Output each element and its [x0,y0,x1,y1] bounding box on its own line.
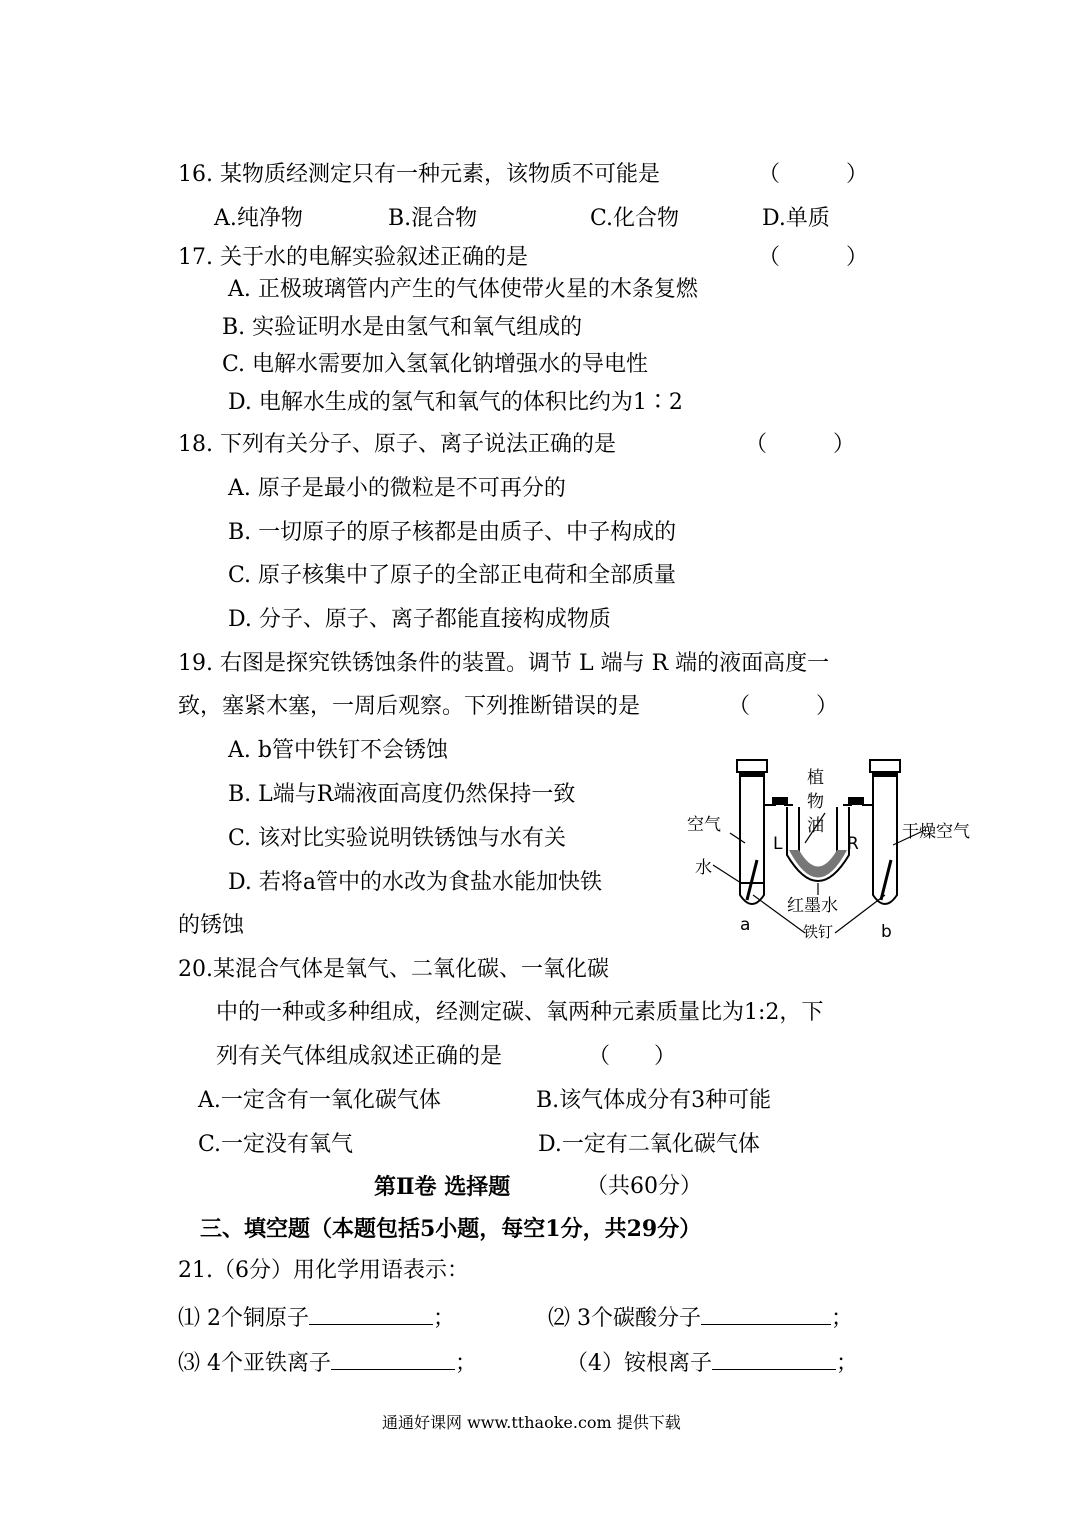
label-tube-a: a [740,915,751,935]
q17-answer-paren: （ ） [758,245,869,270]
q18-stem: 18. 下列有关分子、原子、离子说法正确的是 [178,432,616,457]
label-L: L [773,834,783,854]
q21-blank-3[interactable] [331,1345,455,1370]
label-iron-nail: 铁钉 [803,923,834,941]
label-plant-oil-2: 物 [807,792,824,812]
q17-option-d: D. 电解水生成的氢气和氧气的体积比约为1∶2 [228,390,683,415]
q19-stem-line1: 19. 右图是探究铁锈蚀条件的装置。调节 L 端与 R 端的液面高度一 [178,651,830,676]
q21-item-3: ⑶ 4个亚铁离子 ； [178,1345,477,1379]
label-R: R [847,834,859,854]
label-dry-air: 干燥空气 [902,822,970,842]
q20-line2: 中的一种或多种组成，经测定碳、氧两种元素质量比为1:2，下 [216,1000,824,1025]
q19-option-d-continued: 的锈蚀 [178,913,245,938]
q16-option-d: D.单质 [762,206,830,231]
q17-option-b: B. 实验证明水是由氢气和氧气组成的 [222,315,583,340]
label-tube-b: b [881,922,892,942]
q20-line1: 20.某混合气体是氧气、二氧化碳、一氧化碳 [178,957,609,982]
q20-line3: 列有关气体组成叙述正确的是 [216,1044,503,1069]
page-footer: 通通好课网 www.tthaoke.com 提供下载 [382,1413,681,1432]
q18-answer-paren: （ ） [745,432,856,457]
q17-option-a: A. 正极玻璃管内产生的气体使带火星的木条复燃 [228,277,698,302]
q17-option-c: C. 电解水需要加入氢氧化钠增强水的导电性 [222,352,649,377]
q18-option-b: B. 一切原子的原子核都是由质子、中子构成的 [228,520,677,545]
q16-stem: 16. 某物质经测定只有一种元素，该物质不可能是 [178,162,660,187]
q21-blank-2[interactable] [701,1300,831,1325]
q19-option-c: C. 该对比实验说明铁锈蚀与水有关 [228,826,567,851]
q16-option-c: C.化合物 [590,206,680,231]
iron-rust-apparatus-figure [685,755,985,945]
label-water: 水 [695,858,712,878]
q21-blank-1[interactable] [309,1300,433,1325]
q19-stem-line2: 致，塞紧木塞，一周后观察。下列推断错误的是 [178,694,641,719]
q19-option-a: A. b管中铁钉不会锈蚀 [228,738,448,763]
q21-item-1: ⑴ 2个铜原子 ； [178,1300,455,1334]
q19-option-b: B. L端与R端液面高度仍然保持一致 [228,782,576,807]
q21-item-4: （4）铵根离子 ； [566,1345,858,1379]
label-air: 空气 [687,815,721,835]
q20-option-d: D.一定有二氧化碳气体 [538,1132,760,1157]
q20-option-c: C.一定没有氧气 [198,1132,354,1157]
section-title: 第Ⅱ卷 选择题 [374,1174,511,1200]
q16-option-b: B.混合物 [388,206,478,231]
part3-heading: 三、填空题（本题包括5小题，每空1分，共29分） [200,1216,702,1242]
label-red-ink: 红墨水 [787,896,838,916]
label-plant-oil-1: 植 [807,768,824,788]
q21-item-2: ⑵ 3个碳酸分子 ； [548,1300,853,1334]
q20-option-b: B.该气体成分有3种可能 [536,1088,772,1113]
label-plant-oil-3: 油 [807,816,824,836]
q19-answer-paren: （ ） [728,694,839,719]
q17-stem: 17. 关于水的电解实验叙述正确的是 [178,245,528,270]
q19-option-d: D. 若将a管中的水改为食盐水能加快铁 [228,870,602,895]
q16-option-a: A.纯净物 [214,206,303,231]
q20-answer-paren: （ ） [588,1044,677,1069]
q18-option-d: D. 分子、原子、离子都能直接构成物质 [228,607,611,632]
q21-stem: 21.（6分）用化学用语表示： [178,1258,469,1283]
q18-option-c: C. 原子核集中了原子的全部正电荷和全部质量 [228,563,677,588]
q20-option-a: A.一定含有一氧化碳气体 [198,1088,441,1113]
section-score: （共60分） [586,1174,702,1199]
q18-option-a: A. 原子是最小的微粒是不可再分的 [228,476,566,501]
q21-blank-4[interactable] [712,1345,836,1370]
q16-answer-paren: （ ） [758,162,869,187]
